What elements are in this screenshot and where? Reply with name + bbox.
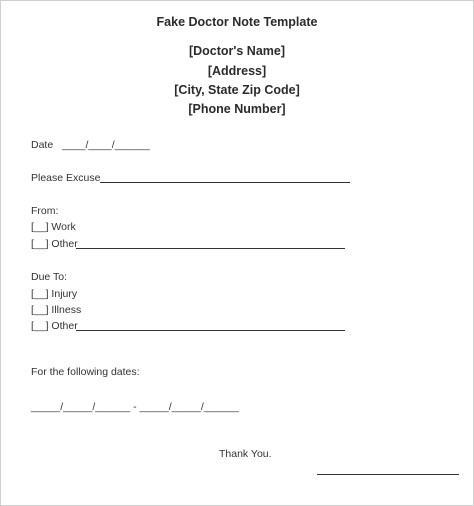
dates-label: For the following dates:	[31, 366, 140, 378]
dates-blank: _____/_____/______ - _____/_____/______	[31, 401, 239, 413]
date-label: Date	[31, 139, 54, 151]
excuse-row	[31, 172, 100, 184]
doctor-name-placeholder: [Doctor's Name]	[188, 44, 286, 58]
signature-line	[317, 463, 459, 475]
excuse-name-line	[100, 171, 350, 183]
due-option-illness: [__] Illness	[31, 304, 82, 316]
due-other-line	[76, 319, 345, 331]
phone-number-placeholder: [Phone Number]	[188, 102, 286, 116]
due-label: Due To:	[31, 271, 67, 283]
from-other-line	[76, 237, 345, 249]
date-row	[31, 139, 150, 151]
document-title: Fake Doctor Note Template	[156, 15, 318, 29]
date-blank: ____/____/______	[62, 139, 150, 151]
city-state-zip-placeholder: [City, State Zip Code]	[174, 83, 300, 97]
closing-text: Thank You.	[219, 448, 272, 460]
excuse-label: Please Excuse	[31, 172, 101, 184]
due-option-other: [__] Other	[31, 320, 78, 332]
from-label: From:	[31, 205, 59, 217]
due-option-injury: [__] Injury	[31, 288, 78, 300]
from-option-other: [__] Other	[31, 238, 78, 250]
from-option-work: [__] Work	[31, 221, 76, 233]
address-placeholder: [Address]	[207, 64, 267, 78]
